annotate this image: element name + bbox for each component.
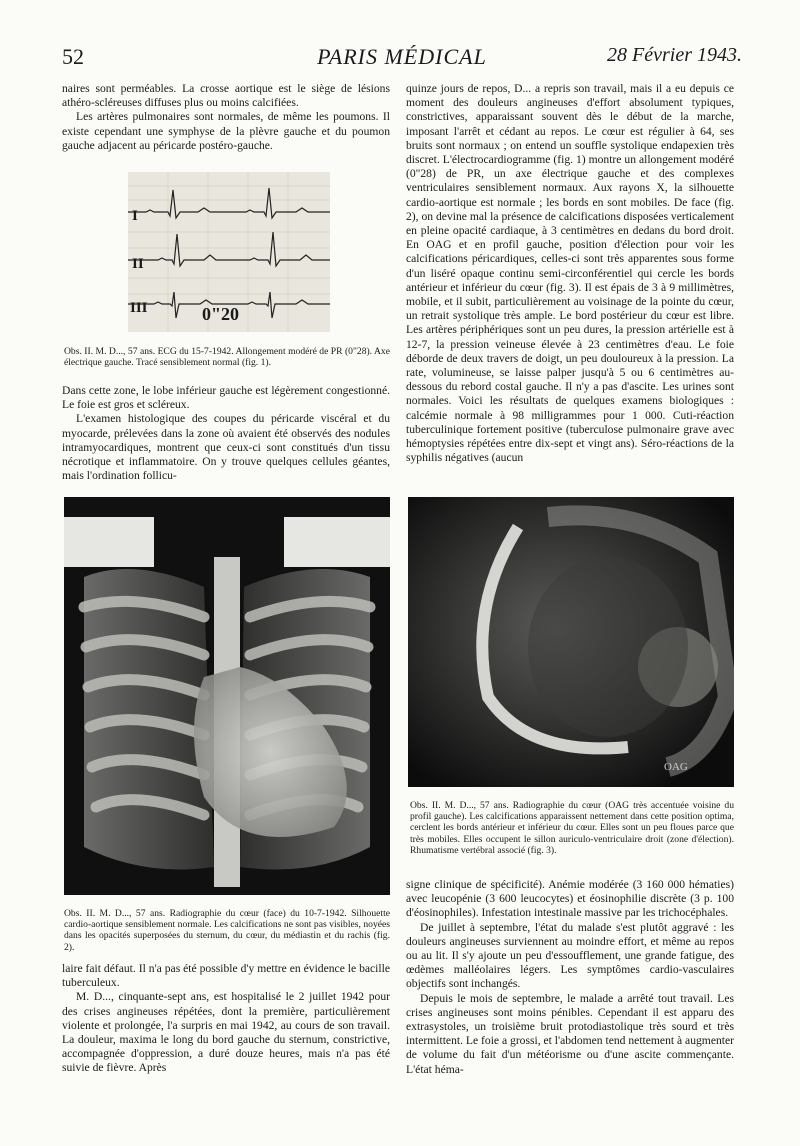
lead-label: III (130, 300, 148, 316)
lead-label: I (132, 208, 138, 224)
running-header (62, 44, 742, 74)
page-number: 52 (62, 44, 84, 69)
chest-xray-oag (408, 497, 734, 787)
issue-date: 28 Février 1943. (607, 44, 742, 66)
right-column-bottom (406, 878, 734, 1077)
left-column-top (62, 82, 390, 153)
fig2-caption: Obs. II. M. D..., 57 ans. Radiographie du cœur (face) du 10-7-1942. Silhouette cardio-aortique sensiblement normale. Les calcifications ne sont pas visibles, noyées dans les opacités superposées du sternum, du cœur, du médiastin et du rachis (fig. 2). (64, 908, 390, 953)
paragraph: L'examen histologique des coupes du péricarde viscéral et du myocarde, prélevées dans la zone où avaient été observés des nodules intramyocardiques, montrent que ceux-ci sont constitués d'un tissu nécrotique et inflammatoire. On y trouve quelques cellules géantes, mais l'ordination follicu- (62, 412, 390, 483)
ecg-figure (128, 172, 330, 332)
paragraph: signe clinique de spécificité). Anémie modérée (3 160 000 hématies) avec leucopénie (3 600 leucocytes) et éosinophilie discrète (3 p. 100 d'éosinophiles). Infestation intestinale massive par les trichocéphales. (406, 878, 734, 920)
paragraph: Les artères pulmonaires sont normales, de même les poumons. Il existe cependant une symphyse de la plèvre gauche et du poumon gauche adjacent au péricarde postéro-gauche. (62, 110, 390, 152)
chest-xray-face (64, 497, 390, 895)
paragraph: M. D..., cinquante-sept ans, est hospitalisé le 2 juillet 1942 pour des crises angineuses répétées, dont la première, particulièrement violente et prolongée, l'a surpris en mai 1942, au cours de son travail. La douleur, maxima le long du bord gauche du sternum, constrictive, accompagnée d'oppression, a duré douze heures, mais n'a pas été suivie de fièvre. Après (62, 990, 390, 1075)
paragraph: De juillet à septembre, l'état du malade s'est plutôt aggravé : les douleurs angineuses surviennent au moindre effort, et même au repos ou au lit. Il s'y ajoute un peu d'essoufflement, une grande fatigue, des œdèmes malléolaires légers. Les symptômes cardio-vasculaires objectifs sont inchangés. (406, 920, 734, 991)
paragraph: Dans cette zone, le lobe inférieur gauche est légèrement congestionné. Le foie est gros et scléreux. (62, 384, 390, 412)
paragraph: laire fait défaut. Il n'a pas été possible d'y mettre en évidence le bacille tuberculeux. (62, 962, 390, 990)
left-column-mid (62, 384, 390, 483)
fig1-caption: Obs. II. M. D..., 57 ans. ECG du 15-7-1942. Allongement modéré de PR (0"28). Axe électrique gauche. Tracé sensiblement normal (fig. 1). (64, 346, 390, 369)
paragraph: naires sont perméables. La crosse aortique est le siège de lésions athéro-scléreuses diffuses plus ou moins calcifiées. (62, 82, 390, 110)
paragraph: quinze jours de repos, D... a repris son travail, mais il a eu depuis ce moment des douleurs angineuses d'effort absolument typiques, constrictives, apparaissant souvent dès le début de la marche, imposant l'arrêt et cédant au repos. Le cœur est régulier à 64, ses bruits sont normaux ; on entend un souffle systolique endapexien très discret. L'électrocardiogramme (fig. 1) montre un allongement modéré (0"28) de PR, un axe électrique gauche et des complexes ventriculaires sensiblement normaux. Aux rayons X, la silhouette cardio-aortique est normale ; les bords en sont mobiles. De face (fig. 2), on devine mal la présence de calcifications disposées verticalement en pleine opacité cardiaque, à 3 centimètres en dedans du bord droit. En OAG et en profil gauche, position d'élection pour voir les calcifications péricardiques, celles-ci sont très apparentes sous forme d'un liséré opaque continu semi-circonférentiel qui cercle les bords antérieur et inférieur du cœur (fig. 3). Il est épais de 3 à 9 millimètres, mobile, et il subit, particulièrement au voisinage de la pointe du cœur, un retrait systolique très ample. Le bord postérieur du cœur est libre. Les artères périphériques sont un peu dures, la pression artérielle est à 12-7, la pression veineuse élevée à 23 centimètres d'eau. Le foie déborde de deux travers de doigt, un peu douloureux à la pression. La rate, volumineuse, se laisse palper jusqu'à 5 ou 6 centimètres au-dessous du rebord costal gauche. Il n'y a pas d'ascite. Les urines sont normales. Voici les résultats de quelques examens biologiques : calcémie normale à 98 milligrammes pour 1 000. Cuti-réaction tuberculinique fortement positive (tuberculose pulmonaire grave avec hémoptysies répétées entre dix-sept et vingt ans). Séro-réactions de la syphilis négatives (aucun (406, 82, 734, 465)
fig3-caption: Obs. II. M. D..., 57 ans. Radiographie du cœur (OAG très accentuée voisine du profil gauche). Les calcifications apparaissent nettement dans cette position optima, cerclent les bords antérieur et inférieur du cœur. Elles sont un peu floues parce que très mobiles. Elles occupent le sillon auriculo-ventriculaire droit (zone d'élection). Rhumatisme vertébral associé (fig. 3). (410, 800, 734, 856)
paragraph: Depuis le mois de septembre, le malade a arrêté tout travail. Les crises angineuses sont moins pénibles. Cependant il est apparu des extrasystoles, un troisième bruit protodiastolique très sourd et très intermittent. Le foie a grossi, et l'abdomen tend nettement à augmenter de volume du fait d'un météorisme ou d'une ascite commençante. L'état héma- (406, 991, 734, 1076)
xray-image (64, 497, 390, 895)
scale-label: 0"20 (202, 304, 239, 324)
xray-image (408, 497, 734, 787)
left-column-bottom (62, 962, 390, 1076)
right-column-top (406, 82, 734, 465)
lead-label: II (132, 256, 144, 272)
view-mark: OAG (664, 761, 688, 773)
journal-title: PARIS MÉDICAL (317, 44, 487, 69)
